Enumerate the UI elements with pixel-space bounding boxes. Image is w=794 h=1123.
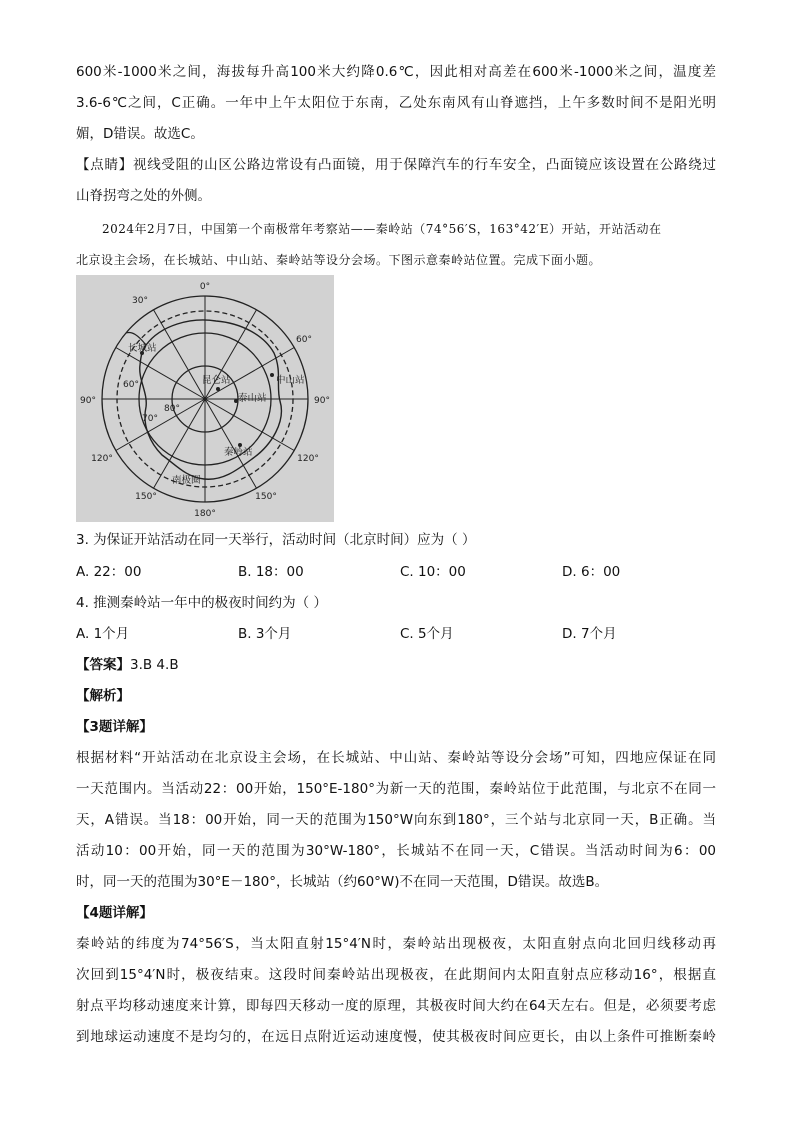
analysis-label: 【解析】 <box>76 688 130 704</box>
lon-180-label: 180° <box>194 509 216 519</box>
lat-60-label: 60° <box>123 380 139 390</box>
q3-option-a: A. 22：00 <box>76 564 142 580</box>
q3-option-c: C. 10：00 <box>400 564 466 580</box>
zhongshan-station-marker <box>270 373 274 377</box>
q4-stem: 4. 推测秦岭站一年中的极夜时间约为（ ） <box>76 595 327 611</box>
q4-option-b: B. 3个月 <box>238 626 292 642</box>
taishan-station-label: 泰山站 <box>238 393 267 404</box>
antarctic-circle-label: 南极圈 <box>172 475 201 486</box>
dianjing-line-1: 【点睛】视线受阻的山区公路边常设有凸面镜，用于保障汽车的行车安全，凸面镜应该设置在公路绕过 <box>76 157 716 173</box>
detail4-line-2: 次回到15°4′N时，极夜结束。这段时间秦岭站出现极夜，在此期间内太阳直射点应移动16°，根据直 <box>76 967 716 983</box>
detail3-line-1: 根据材料“开站活动在北京设主会场，在长城站、中山站、秦岭站等设分会场”可知，四地应保证在同 <box>76 750 716 766</box>
detail3-line-5: 时，同一天的范围为30°E－180°，长城站（约60°W)不在同一天范围，D错误。故选B。 <box>76 874 609 890</box>
lon-60-top-label: 60° <box>296 335 312 345</box>
intro-line-2: 3.6-6℃之间，C正确。一年中上午太阳位于东南，乙处东南风有山脊遮挡，上午多数时间不是阳光明 <box>76 95 716 111</box>
q3-option-b: B. 18：00 <box>238 564 304 580</box>
lat-80-label: 80° <box>164 404 180 414</box>
answer-text: 3.B 4.B <box>130 657 179 673</box>
antarctica-map <box>76 275 334 522</box>
lon-150-right-label: 150° <box>255 492 277 502</box>
detail4-title: 【4题详解】 <box>76 905 153 921</box>
dianjing-line-2: 山脊拐弯之处的外侧。 <box>76 188 211 204</box>
detail3-line-2: 一天范围内。当活动22：00开始，150°E-180°为新一天的范围，秦岭站位于此范围，与北京不在同一 <box>76 781 716 797</box>
intro-line-3: 媚，D错误。故选C。 <box>76 126 204 142</box>
material-line-2: 北京设主会场，在长城站、中山站、秦岭站等设分会场。下图示意秦岭站位置。完成下面小题。 <box>76 253 602 267</box>
changcheng-station-label: 长城站 <box>128 343 157 354</box>
kunlun-station-label: 昆仑站 <box>202 375 231 386</box>
kunlun-station-marker <box>216 387 220 391</box>
q4-option-a: A. 1个月 <box>76 626 130 642</box>
answer-label: 【答案】 <box>76 657 130 673</box>
detail4-line-4: 到地球运动速度不是均匀的，在远日点附近运动速度慢，使其极夜时间应更长，由以上条件可推断秦岭 <box>76 1029 716 1045</box>
q4-option-d: D. 7个月 <box>562 626 617 642</box>
lon-90-left-label: 90° <box>80 396 96 406</box>
lon-120-left-label: 120° <box>91 454 113 464</box>
zhongshan-station-label: 中山站 <box>276 375 305 386</box>
lon-30-top-label: 30° <box>132 296 148 306</box>
q3-option-d: D. 6：00 <box>562 564 621 580</box>
detail3-line-4: 活动10：00开始，同一天的范围为30°W-180°，长城站不在同一天，C错误。当活动时间为6：00 <box>76 843 716 859</box>
lon-120-right-label: 120° <box>297 454 319 464</box>
answer-line <box>76 655 179 675</box>
q3-stem: 3. 为保证开站活动在同一天举行，活动时间（北京时间）应为（ ） <box>76 532 476 548</box>
detail3-line-3: 天，A错误。当18：00开始，同一天的范围为150°W向东到180°，三个站与北京同一天，B正确。当 <box>76 812 716 828</box>
lon-90-right-label: 90° <box>314 396 330 406</box>
q4-option-c: C. 5个月 <box>400 626 454 642</box>
qinling-station-label: 秦岭站 <box>224 447 253 458</box>
material-line-1: 2024年2月7日，中国第一个南极常年考察站——秦岭站（74°56′S，163°42′E）开站，开站活动在 <box>102 222 662 236</box>
antarctica-map-svg <box>76 275 334 522</box>
intro-line-1: 600米-1000米之间，海拔每升高100米大约降0.6℃，因此相对高差在600米-1000米之间，温度差 <box>76 64 716 80</box>
lat-70-label: 70° <box>142 414 158 424</box>
detail4-line-3: 射点平均移动速度来计算，即每四天移动一度的原理，其极夜时间大约在64天左右。但是，必须要考虑 <box>76 998 716 1014</box>
lon-0-label: 0° <box>199 282 211 292</box>
lon-150-left-label: 150° <box>135 492 157 502</box>
detail4-line-1: 秦岭站的纬度为74°56′S，当太阳直射15°4′N时，秦岭站出现极夜，太阳直射点向北回归线移动再 <box>76 936 716 952</box>
detail3-title: 【3题详解】 <box>76 719 153 735</box>
